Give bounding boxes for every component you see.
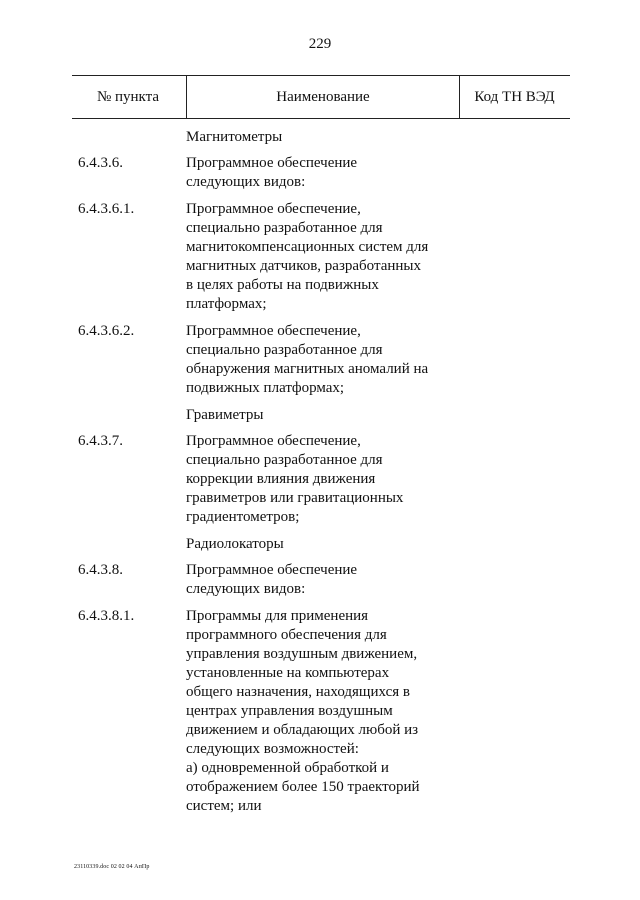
table-row	[72, 561, 570, 599]
section-heading: Магнитометры	[186, 129, 283, 145]
table-row	[72, 322, 570, 398]
item-number: 6.4.3.6.1.	[78, 201, 135, 217]
table-row	[72, 154, 570, 192]
section-heading: Радиолокаторы	[186, 536, 284, 552]
header-name: Наименование	[186, 76, 460, 118]
header-code: Код ТН ВЭД	[474, 89, 555, 105]
item-number: 6.4.3.6.2.	[78, 323, 135, 339]
item-number	[72, 128, 186, 147]
table-row	[72, 200, 570, 314]
item-number: 6.4.3.8.	[78, 562, 123, 578]
item-number	[72, 406, 186, 425]
item-number: 6.4.3.8.1.	[78, 608, 135, 624]
table-body	[72, 128, 570, 824]
item-description: Программное обеспечение, специально разработанное для обнаружения магнитных аномалий на подвижных платформах;	[186, 323, 429, 396]
table-row	[72, 406, 570, 425]
item-number: 6.4.3.6.	[78, 155, 123, 171]
table-row	[72, 128, 570, 147]
table-row	[72, 535, 570, 554]
item-description: Программы для применения программного обеспечения для управления воздушным движением, установленные на компьютерах общего назначения, находящихся в центрах управления воздушным движением и обладающих любой из следующих возможностей: а) одновременной обработкой и отображением более 150 траекторий систем; или	[186, 608, 420, 814]
item-description: Программное обеспечение, специально разработанное для коррекции влияния движения гравиметров или гравитационных градиентометров;	[186, 433, 404, 525]
page-number: 229	[308, 36, 332, 52]
item-description: Программное обеспечение, специально разработанное для магнитокомпенсационных систем для магнитных датчиков, разработанных в целях работы на подвижных платформах;	[186, 201, 429, 312]
item-number	[72, 535, 186, 554]
item-description: Программное обеспечение следующих видов:	[186, 562, 358, 597]
item-number: 6.4.3.7.	[78, 433, 123, 449]
table-row	[72, 607, 570, 816]
item-description: Программное обеспечение следующих видов:	[186, 155, 358, 190]
section-heading: Гравиметры	[186, 407, 264, 423]
table-header	[72, 75, 570, 119]
header-item-number: № пункта	[96, 89, 160, 105]
document-footer: 23110339.doc 02 02 04 АпПр	[74, 864, 150, 870]
table-row	[72, 432, 570, 527]
